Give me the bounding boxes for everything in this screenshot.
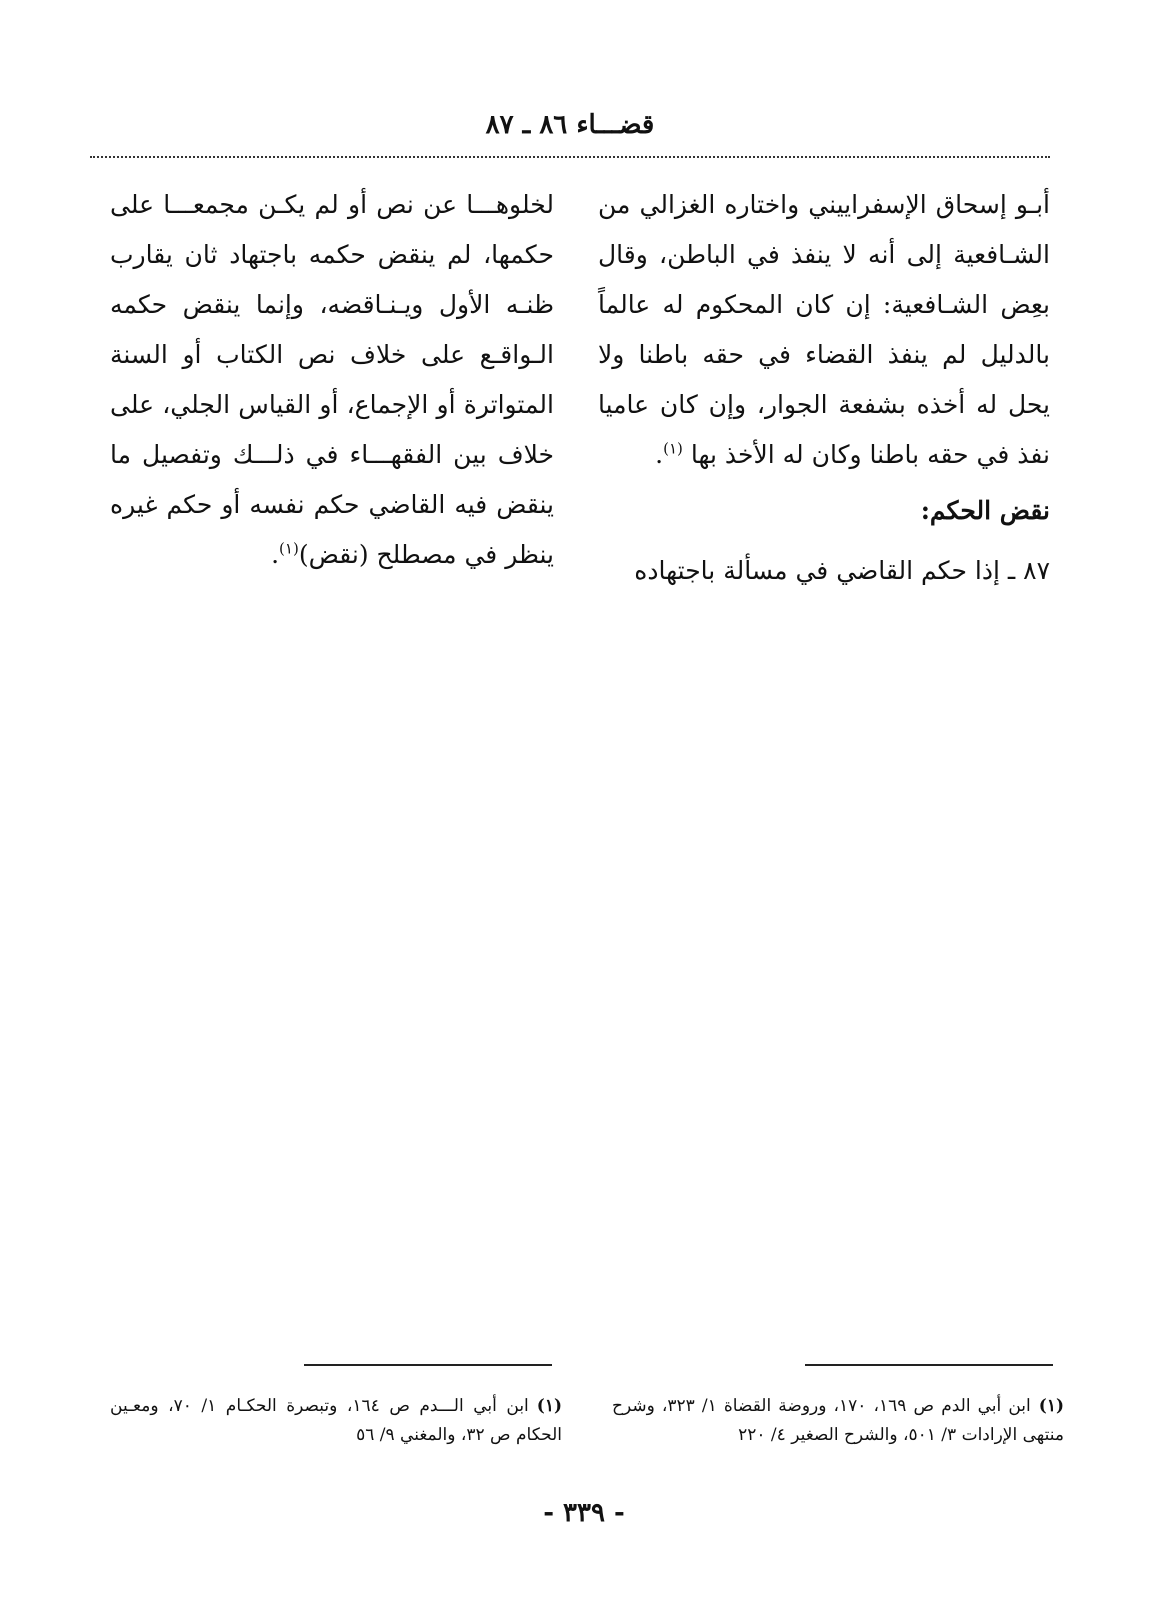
footnote-right xyxy=(612,1392,1064,1450)
left-paragraph-1 xyxy=(110,180,554,580)
footnote-text: ابن أبي الدم ص ١٦٩، ١٧٠، وروضة القضاة ١/ ٣٢٣، وشرح منتهى الإرادات ٣/ ٥٠١، والشرح الصغير ٤/ ٢٢٠ xyxy=(612,1396,1064,1445)
left-paragraph-1-end: . xyxy=(271,540,280,569)
right-paragraph-2: ٨٧ ـ إذا حكم القاضي في مسألة باجتهاده xyxy=(634,556,1050,585)
left-paragraph-1-text: لخلوهـــا عن نص أو لم يكـن مجمعـــا على حكمها، لم ينقض حكمه باجتهاد ثان يقارب ظنـه الأول ويـنـاقضه، وإنما ينقض حكمه الـواقـع على خلاف نص الكتاب أو السنة المتواترة أو الإجماع، أو القياس الجلي، على خلاف بين الفقهـــاء في ذلـــك وتفصيل ما ينقض فيه القاضي حكم نفسه أو حكم غيره ينظر في مصطلح (نقض) xyxy=(110,190,554,569)
right-paragraph-1 xyxy=(598,180,1050,480)
footnote-ref: (١) xyxy=(279,539,299,558)
section-subheading: نقض الحكم: xyxy=(920,496,1050,525)
footnote-number: (١) xyxy=(536,1396,563,1416)
right-paragraph-1-end: . xyxy=(655,440,664,469)
footnote-ref: (١) xyxy=(663,439,683,458)
page-header: قضـــاء ٨٦ ـ ٨٧ xyxy=(485,110,655,140)
header-divider xyxy=(90,156,1050,158)
footnote-number: (١) xyxy=(1038,1396,1064,1416)
right-column xyxy=(598,180,1050,596)
right-paragraph-1-text: أبـو إسحاق الإسفراييني واختاره الغزالي من الشـافعية إلى أنه لا ينفذ في الباطن، وقال بعِض الشـافعية: إن كان المحكوم له عالماً بالدليل لم ينفذ القضاء في حقه باطنا ولا يحل له أخذه بشفعة الجوار، وإن كان عاميا نفذ في حقه باطنا وكان له الأخذ بها xyxy=(598,190,1050,469)
footnote-left xyxy=(110,1392,562,1450)
footnote-text: ابن أبي الـــدم ص ١٦٤، وتبصرة الحكـام ١/ ٧٠، ومعـين الحكام ص ٣٢، والمغني ٩/ ٥٦ xyxy=(110,1396,562,1445)
footnote-divider-left xyxy=(304,1364,552,1366)
footnote-divider-right xyxy=(805,1364,1053,1366)
page-number: - ٣٣٩ - xyxy=(543,1498,625,1528)
left-column xyxy=(110,180,554,580)
